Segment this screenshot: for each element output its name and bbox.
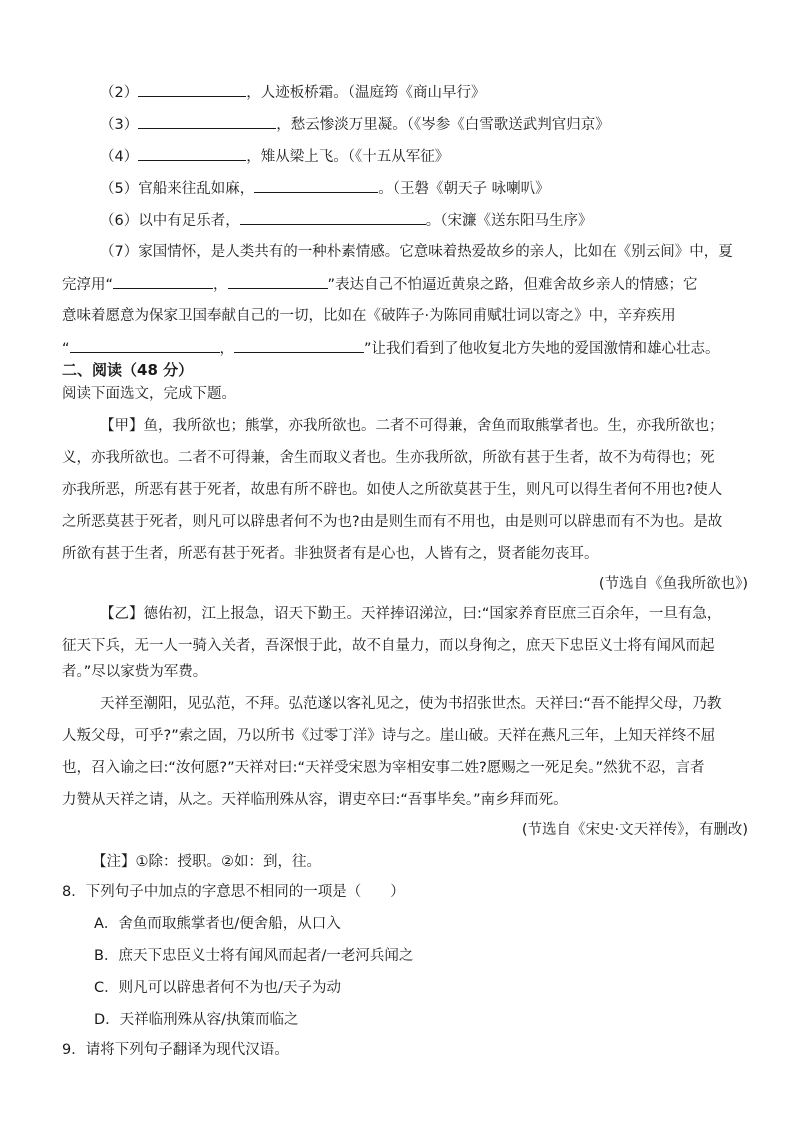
answer-blank[interactable] [138,146,246,161]
answer-blank[interactable] [70,338,220,353]
fill-question-3: （3） ，愁云惨淡万里凝。（《岑参《白雪歌送武判官归京》 [100,114,748,135]
answer-blank[interactable] [240,210,426,225]
passage-yi-line: 力赞从天祥之请，从之。天祥临刑殊从容，谓吏卒曰:“吾事毕矣。”南乡拜而死。 [62,792,568,808]
answer-blank[interactable] [234,338,364,353]
passage-jia-line: 亦我所恶，所恶有甚于死者，故患有所不辟也。如使人之所欲莫甚于生，则凡可以得生者何不用也?使人 [62,482,723,498]
passage-jia-line: 所欲有甚于生者，所恶有甚于死者。非独贤者有是心也，人皆有之，贤者能勿丧耳。 [62,546,599,562]
fill-question-7-line-4: “ ， ”让我们看到了他收复北方失地的爱国激情和雄心壮志。 [62,338,748,359]
fill-question-5: （5）官船来往乱如麻， 。（王磐《朝天子 咏喇叭》 [100,178,748,199]
fill-question-4: （4） ，雉从梁上飞。（《十五从军征》 [100,146,748,167]
answer-blank[interactable] [254,178,378,193]
passage-yi-line: 【乙】德佑初，江上报急，诏天下勤王。天祥捧诏涕泣，曰:“国家养育臣庶三百余年，一旦有急， [100,606,722,622]
section-title: 二、阅读（48 分） [62,361,194,379]
answer-blank[interactable] [113,274,213,289]
question-8-stem: 8．下列句子中加点的字意思不相同的一项是（ ） [62,884,405,900]
passage-yi-line: 征天下兵，无一人一骑入关者，吾深恨于此，故不自量力，而以身徇之，庶天下忠臣义士将有闻风而起 [62,638,715,654]
passage-jia-source: (节选自《鱼我所欲也》) [598,576,748,592]
passage-jia-line: 义，亦我所欲也。二者不可得兼，舍生而取义者也。生亦我所欲，所欲有甚于生者，故不为苟得也；死 [62,450,715,466]
section-intro: 阅读下面选文，完成下题。 [62,386,236,402]
answer-blank[interactable] [138,114,276,129]
passage-yi-source: (节选自《宋史·文天祥传》，有删改) [521,822,748,838]
passage-yi-line: 也，召入谕之曰:“汝何愿?”天祥对曰:“天祥受宋恩为宰相安事二姓?愿赐之一死足矣。”然犹不忍，言者 [62,760,705,776]
answer-blank[interactable] [228,274,328,289]
passage-yi-line: 天祥至潮阳，见弘范，不拜。弘范遂以客礼见之，使为书招张世杰。天祥曰:“吾不能捍父母，乃教 [100,696,722,712]
passage-yi-line: 者。”尽以家赀为军费。 [62,664,208,680]
fill-question-7-line-1: （7）家国情怀，是人类共有的一种朴素情感。它意味着热爱故乡的亲人，比如在《别云间》中，夏 [100,244,733,260]
fill-question-6: （6）以中有足乐者， 。（宋濂《送东阳马生序》 [100,210,748,231]
fill-question-7-line-3: 意味着愿意为保家卫国奉献自己的一切，比如在《破阵子·为陈同甫赋壮词以寄之》中，辛弃疾用 [62,308,676,324]
passage-jia-line: 【甲】鱼，我所欲也；熊掌，亦我所欲也。二者不可得兼，舍鱼而取熊掌者也。生，亦我所欲也； [100,418,724,434]
option-c[interactable]: C．则凡可以辟患者何不为也/天子为动 [94,980,342,996]
fill-question-7-line-2: 完淳用“ ， ”表达自己不怕逼近黄泉之路，但难舍故乡亲人的情感；它 [62,274,748,295]
answer-blank[interactable] [138,82,246,97]
fill-question-2: （2） ，人迹板桥霜。（温庭筠《商山早行》 [100,82,748,103]
option-a[interactable]: A．舍鱼而取熊掌者也/便舍船，从口入 [94,916,341,932]
passage-yi-line: 人叛父母，可乎?”索之固，乃以所书《过零丁洋》诗与之。崖山破。天祥在燕凡三年，上知天祥终不屈 [62,728,716,744]
passage-jia-line: 之所恶莫甚于死者，则凡可以辟患者何不为也?由是则生而有不用也，由是则可以辟患而有不为也。是故 [62,514,723,530]
annotation-note: 【注】①除：授职。②如：到，往。 [92,854,321,870]
option-b[interactable]: B．庶天下忠臣义士将有闻风而起者/一老河兵闻之 [94,948,414,964]
question-9-stem: 9．请将下列句子翻译为现代汉语。 [62,1042,289,1058]
option-d[interactable]: D．天祥临刑殊从容/执策而临之 [94,1012,299,1028]
